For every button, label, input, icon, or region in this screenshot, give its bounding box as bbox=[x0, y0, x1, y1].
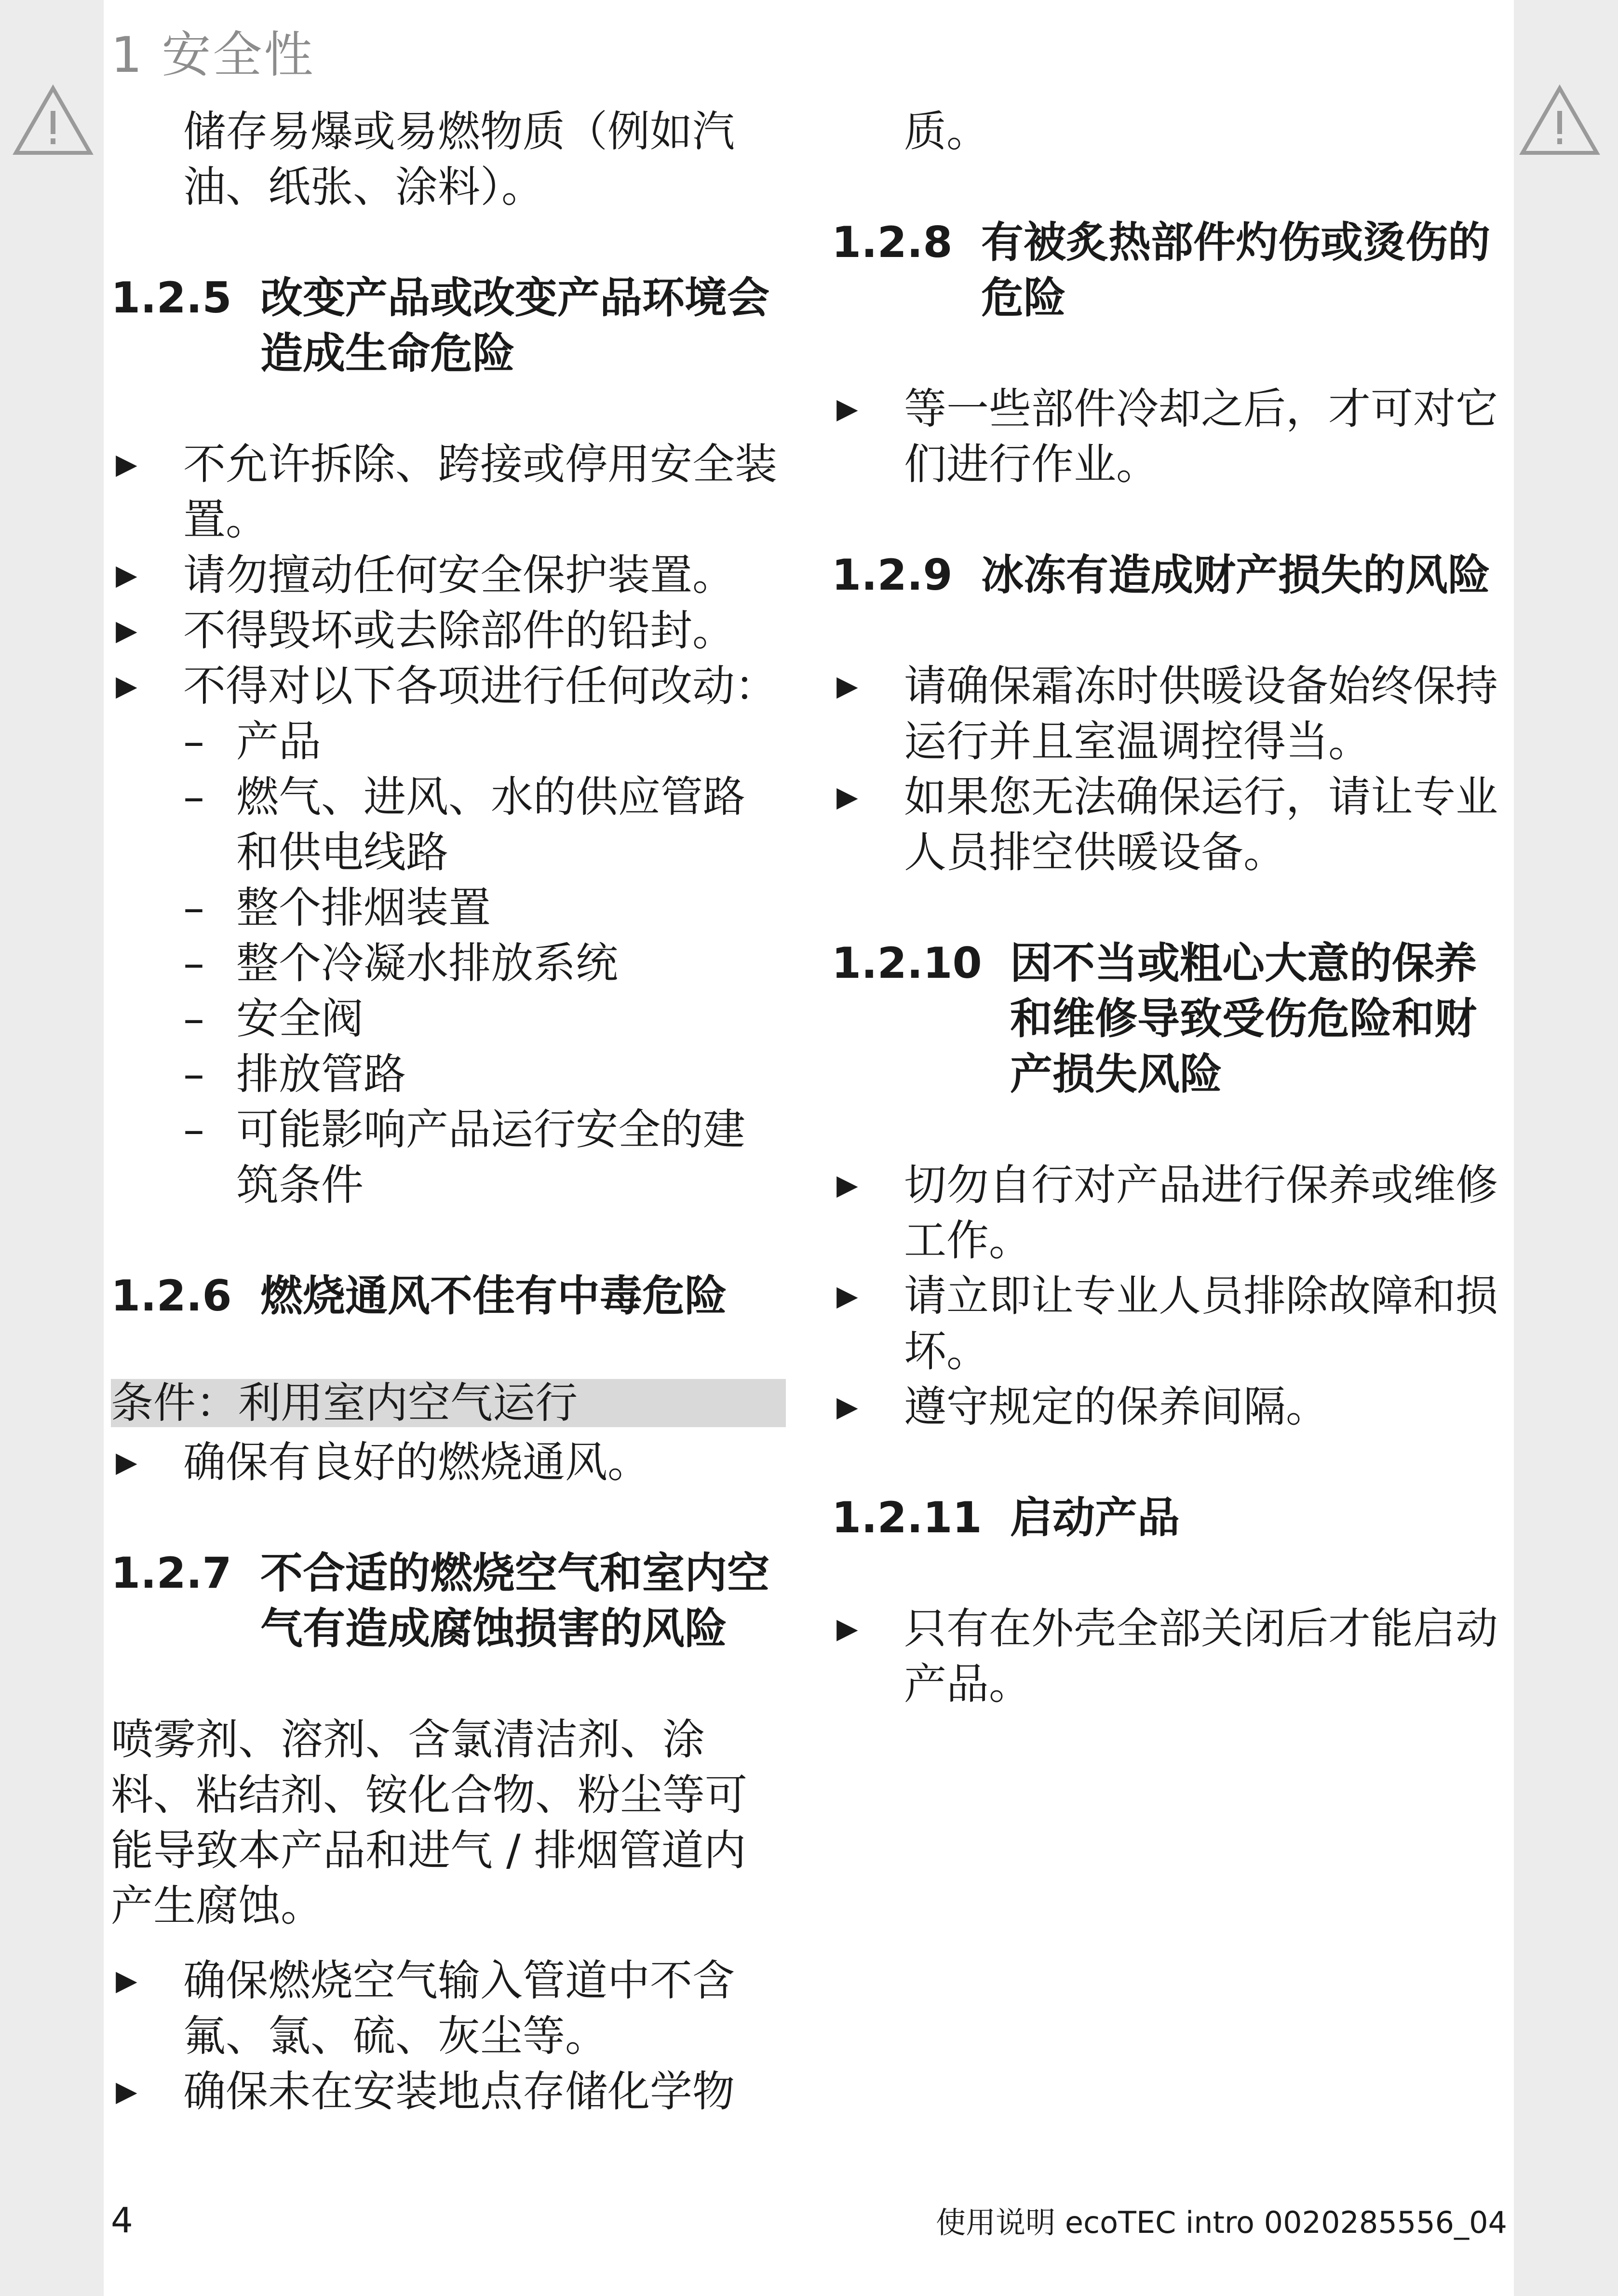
warning-triangle-icon bbox=[12, 84, 94, 157]
section-number: 1.2.8 bbox=[832, 217, 953, 267]
list-item: ▶ 不得毁坏或去除部件的铅封。 bbox=[111, 603, 786, 658]
list-item: ▶ 确保有良好的燃烧通风。 bbox=[111, 1434, 786, 1490]
sub-list-item: – 产品 bbox=[111, 714, 786, 769]
section-heading-1-2-11 bbox=[832, 1490, 1507, 1545]
dash-icon: – bbox=[183, 994, 204, 1043]
section-number: 1.2.9 bbox=[832, 550, 953, 600]
list-item: ▶ 不得对以下各项进行任何改动： bbox=[111, 658, 786, 714]
sub-list-item: – 整个排烟装置 bbox=[111, 880, 786, 935]
list-item: ▶ 不允许拆除、跨接或停用安全装置。 bbox=[111, 436, 786, 547]
right-column bbox=[832, 104, 1507, 1712]
section-number: 1.2.7 bbox=[111, 1548, 232, 1598]
section-title: 冰冻有造成财产损失的风险 bbox=[981, 550, 1491, 600]
list-item: ▶ 遵守规定的保养间隔。 bbox=[832, 1379, 1507, 1434]
condition-banner: 条件：利用室内空气运行 bbox=[111, 1379, 786, 1427]
bullet-icon: ▶ bbox=[836, 1612, 858, 1645]
section-number: 1.2.10 bbox=[832, 938, 982, 988]
sub-list-item: – 可能影响产品运行安全的建筑条件 bbox=[111, 1102, 786, 1213]
dash-icon: – bbox=[183, 1049, 204, 1099]
list-item: ▶ 确保燃烧空气输入管道中不含氟、氯、硫、灰尘等。 bbox=[111, 1953, 786, 2064]
bullet-icon: ▶ bbox=[116, 669, 137, 702]
list-item: ▶ 只有在外壳全部关闭后才能启动产品。 bbox=[832, 1601, 1507, 1712]
list-item: ▶ 请勿擅动任何安全保护装置。 bbox=[111, 547, 786, 603]
bullet-icon: ▶ bbox=[116, 1964, 137, 1997]
section-heading-1-2-6 bbox=[111, 1268, 786, 1324]
left-column bbox=[111, 104, 786, 2119]
chapter-title: 1 安全性 bbox=[111, 27, 315, 84]
section-number: 1.2.11 bbox=[832, 1493, 982, 1542]
section-heading-1-2-7 bbox=[111, 1545, 786, 1656]
bullet-icon: ▶ bbox=[836, 780, 858, 813]
dash-icon: – bbox=[183, 716, 204, 766]
section-title: 改变产品或改变产品环境会造成生命危险 bbox=[260, 273, 770, 378]
bullet-icon: ▶ bbox=[116, 1445, 137, 1478]
bullet-icon: ▶ bbox=[116, 447, 137, 480]
dash-icon: – bbox=[183, 938, 204, 988]
bullet-icon: ▶ bbox=[836, 669, 858, 702]
list-item: ▶ 确保未在安装地点存储化学物 bbox=[111, 2064, 786, 2119]
section-heading-1-2-8 bbox=[832, 215, 1507, 325]
bullet-icon: ▶ bbox=[836, 392, 858, 425]
section-title: 启动产品 bbox=[1010, 1493, 1180, 1542]
warning-triangle-icon bbox=[1519, 84, 1601, 157]
section-heading-1-2-5 bbox=[111, 270, 786, 381]
bullet-icon: ▶ bbox=[116, 2075, 137, 2107]
list-item: ▶ 等一些部件冷却之后，才可对它们进行作业。 bbox=[832, 381, 1507, 492]
dash-icon: – bbox=[183, 1105, 204, 1154]
section-heading-1-2-10 bbox=[832, 935, 1507, 1102]
sub-list-item: – 燃气、进风、水的供应管路和供电线路 bbox=[111, 769, 786, 880]
section-heading-1-2-9 bbox=[832, 547, 1507, 603]
section-title: 因不当或粗心大意的保养和维修导致受伤危险和财产损失风险 bbox=[1010, 938, 1477, 1099]
paragraph: 喷雾剂、溶剂、含氯清洁剂、涂料、粘结剂、铵化合物、粉尘等可能导致本产品和进气 / 排烟管道内产生腐蚀。 bbox=[111, 1715, 748, 1931]
section-title: 不合适的燃烧空气和室内空气有造成腐蚀损害的风险 bbox=[260, 1548, 770, 1653]
section-number: 1.2.5 bbox=[111, 273, 232, 323]
sub-list-item: – 安全阀 bbox=[111, 991, 786, 1046]
dash-icon: – bbox=[183, 883, 204, 932]
dash-icon: – bbox=[183, 772, 204, 822]
document-id: 使用说明 ecoTEC intro 0020285556_04 bbox=[936, 2205, 1507, 2240]
sub-list-item: – 整个冷凝水排放系统 bbox=[111, 935, 786, 991]
list-item: ▶ 切勿自行对产品进行保养或维修工作。 bbox=[832, 1157, 1507, 1268]
list-item: ▶ 请确保霜冻时供暖设备始终保持运行并且室温调控得当。 bbox=[832, 658, 1507, 769]
page-number: 4 bbox=[111, 2200, 133, 2241]
section-title: 有被炙热部件灼伤或烫伤的危险 bbox=[981, 217, 1491, 323]
bullet-icon: ▶ bbox=[836, 1168, 858, 1201]
continued-bullet-text: 质。 bbox=[904, 107, 989, 156]
continued-bullet-text: 储存易爆或易燃物质（例如汽油、纸张、涂料）。 bbox=[183, 107, 735, 212]
bullet-icon: ▶ bbox=[836, 1390, 858, 1423]
list-item: ▶ 如果您无法确保运行，请让专业人员排空供暖设备。 bbox=[832, 769, 1507, 880]
sub-list-item: – 排放管路 bbox=[111, 1046, 786, 1102]
section-title: 燃烧通风不佳有中毒危险 bbox=[260, 1271, 728, 1321]
bullet-icon: ▶ bbox=[116, 614, 137, 647]
bullet-icon: ▶ bbox=[836, 1279, 858, 1312]
section-number: 1.2.6 bbox=[111, 1271, 232, 1321]
list-item: ▶ 请立即让专业人员排除故障和损坏。 bbox=[832, 1268, 1507, 1379]
bullet-icon: ▶ bbox=[116, 558, 137, 591]
